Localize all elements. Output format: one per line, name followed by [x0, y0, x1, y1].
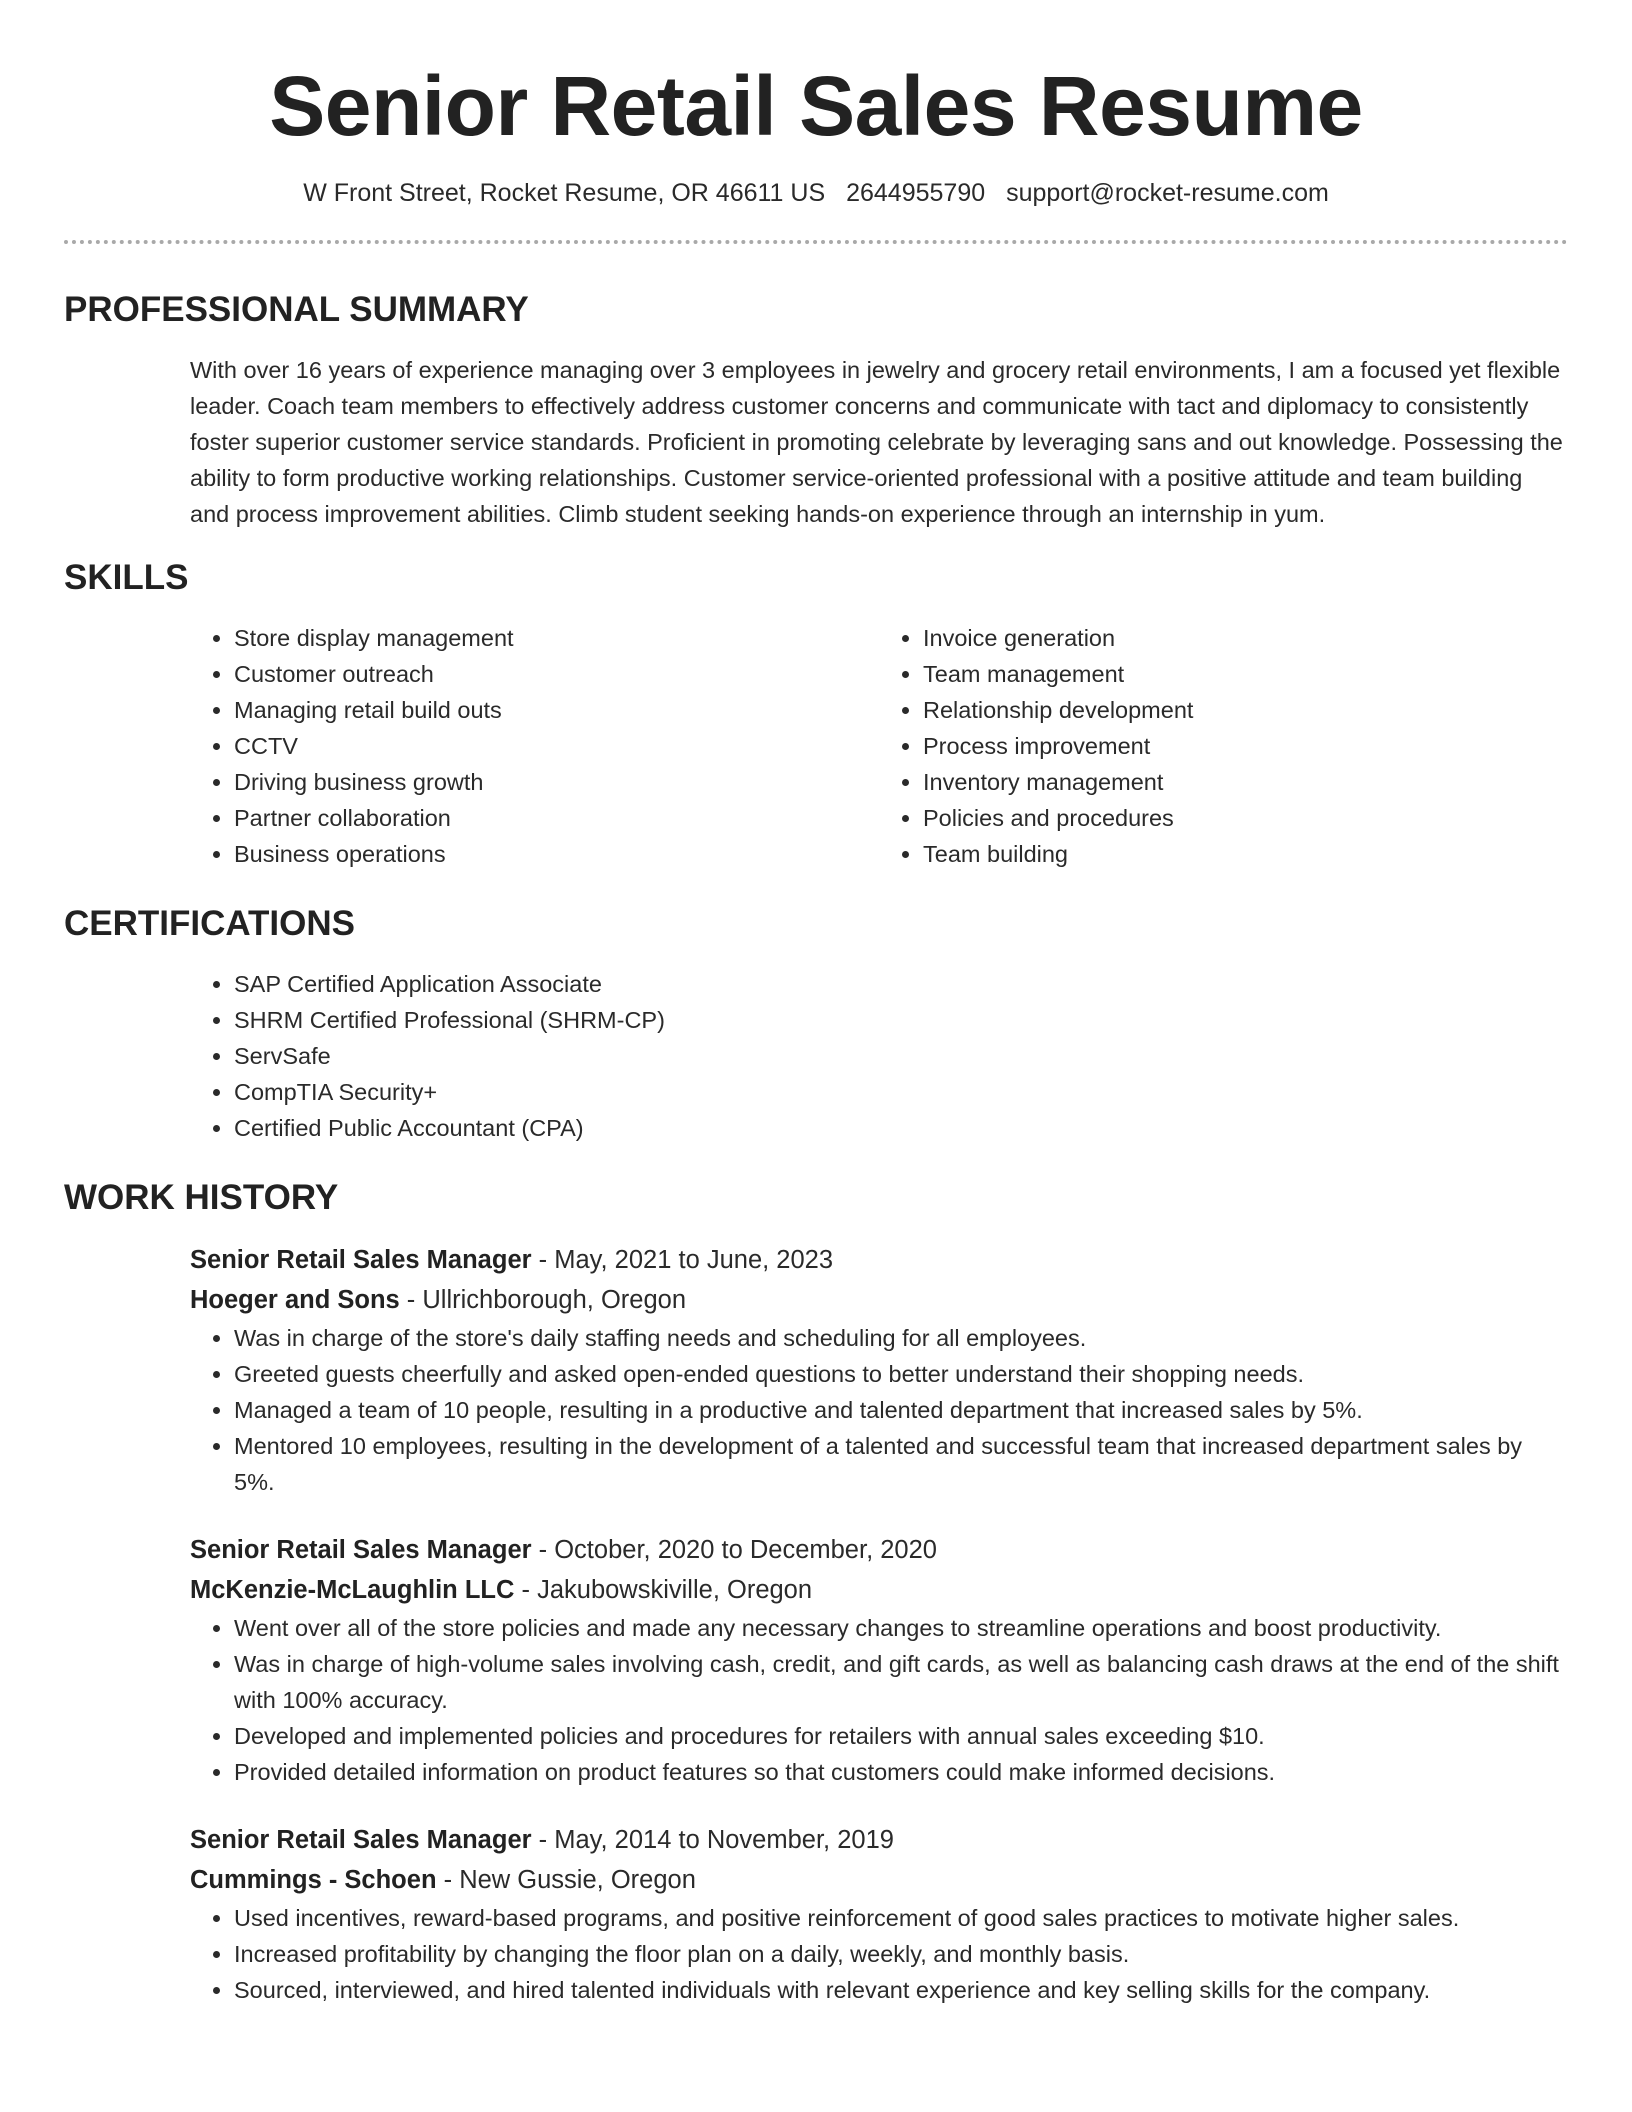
- summary-text: With over 16 years of experience managing over 3 employees in jewelry and grocery retail environments, I am a focused yet flexible leader. Coach team members to effectively address customer concerns and communicate with tact and diplomacy to consistently foster superior customer service standards. Proficient in promoting celebrate by leveraging sans and out knowledge. Possessing the ability to form productive working relationships. Customer service-oriented professional with a positive attitude and team building and process improvement abilities. Climb student seeking hands-on experience through an internship in yum.: [190, 357, 1563, 527]
- job-bullets: [190, 1900, 1568, 2008]
- job-title: Senior Retail Sales Manager: [190, 1246, 532, 1274]
- resume-page: [64, 0, 1568, 2008]
- job-dates: - October, 2020 to December, 2020: [531, 1536, 937, 1564]
- job-location: - Jakubowskiville, Oregon: [514, 1576, 813, 1604]
- job-bullet: • Provided detailed information on product features so that customers could make informed decisions.: [234, 1754, 1568, 1790]
- contact-line: [64, 176, 1568, 210]
- skill-item: • Business operations: [234, 836, 879, 872]
- job-title-line: [190, 1240, 1568, 1280]
- skill-item: • Policies and procedures: [923, 800, 1568, 836]
- certification-item: • SAP Certified Application Associate: [234, 966, 1568, 1002]
- job-bullet: • Increased profitability by changing the floor plan on a daily, weekly, and monthly basis.: [234, 1936, 1568, 1972]
- job-company-line: [190, 1280, 1568, 1320]
- job-dates: - May, 2014 to November, 2019: [531, 1826, 894, 1854]
- job-bullet: • Managed a team of 10 people, resulting in a productive and talented department that increased sales by 5%.: [234, 1392, 1568, 1428]
- skills-columns: [190, 620, 1568, 872]
- skill-item: • Partner collaboration: [234, 800, 879, 836]
- job-bullet: • Was in charge of high-volume sales involving cash, credit, and gift cards, as well as balancing cash draws at the end of the shift with 100% accuracy.: [234, 1646, 1568, 1718]
- certification-item: • CompTIA Security+: [234, 1074, 1568, 1110]
- skill-item: • Team building: [923, 836, 1568, 872]
- contact-address: W Front Street, Rocket Resume, OR 46611 US: [303, 179, 826, 207]
- job-company: McKenzie-McLaughlin LLC: [190, 1576, 515, 1604]
- skill-item: • Customer outreach: [234, 656, 879, 692]
- job-bullets: [190, 1320, 1568, 1500]
- job-bullet: • Was in charge of the store's daily staffing needs and scheduling for all employees.: [234, 1320, 1568, 1356]
- job-bullet: • Used incentives, reward-based programs, and positive reinforcement of good sales practices to motivate higher sales.: [234, 1900, 1568, 1936]
- job-dates: - May, 2021 to June, 2023: [531, 1246, 834, 1274]
- skills-list-left: [190, 620, 879, 872]
- section-heading-summary: PROFESSIONAL SUMMARY: [64, 290, 529, 329]
- job-bullet: • Went over all of the store policies and made any necessary changes to streamline operations and boost productivity.: [234, 1610, 1568, 1646]
- skill-item: • Driving business growth: [234, 764, 879, 800]
- skill-item: • Process improvement: [923, 728, 1568, 764]
- skill-item: • Store display management: [234, 620, 879, 656]
- section-heading-work-history: WORK HISTORY: [64, 1178, 339, 1217]
- job-title: Senior Retail Sales Manager: [190, 1826, 532, 1854]
- skill-item: • Inventory management: [923, 764, 1568, 800]
- certifications-block: [190, 966, 1568, 1146]
- skill-item: • Invoice generation: [923, 620, 1568, 656]
- job-company: Cummings - Schoen: [190, 1866, 437, 1894]
- job-bullet: • Greeted guests cheerfully and asked open-ended questions to better understand their shopping needs.: [234, 1356, 1568, 1392]
- job-entry: [190, 1820, 1568, 2008]
- job-bullets: [190, 1610, 1568, 1790]
- job-title: Senior Retail Sales Manager: [190, 1536, 532, 1564]
- contact-email: support@rocket-resume.com: [1006, 179, 1329, 207]
- job-bullet: • Mentored 10 employees, resulting in the development of a talented and successful team that increased department sales by 5%.: [234, 1428, 1568, 1500]
- job-entry: [190, 1530, 1568, 1790]
- job-title-line: [190, 1530, 1568, 1570]
- certification-item: • SHRM Certified Professional (SHRM-CP): [234, 1002, 1568, 1038]
- job-location: - Ullrichborough, Oregon: [399, 1286, 687, 1314]
- job-bullet: • Developed and implemented policies and procedures for retailers with annual sales exceeding $10.: [234, 1718, 1568, 1754]
- job-bullet: • Sourced, interviewed, and hired talented individuals with relevant experience and key selling skills for the company.: [234, 1972, 1568, 2008]
- certification-item: • Certified Public Accountant (CPA): [234, 1110, 1568, 1146]
- certifications-list: [190, 966, 1568, 1146]
- skill-item: • Managing retail build outs: [234, 692, 879, 728]
- contact-phone: 2644955790: [846, 179, 986, 207]
- section-heading-certifications: CERTIFICATIONS: [64, 904, 356, 943]
- section-heading-skills: SKILLS: [64, 558, 189, 597]
- job-company-line: [190, 1570, 1568, 1610]
- resume-title: Senior Retail Sales Resume: [269, 59, 1363, 153]
- job-company: Hoeger and Sons: [190, 1286, 400, 1314]
- job-title-line: [190, 1820, 1568, 1860]
- header-divider: [64, 240, 1568, 244]
- job-entry: [190, 1240, 1568, 1500]
- job-location: - New Gussie, Oregon: [436, 1866, 696, 1894]
- job-company-line: [190, 1860, 1568, 1900]
- skill-item: • CCTV: [234, 728, 879, 764]
- skill-item: • Team management: [923, 656, 1568, 692]
- skills-list-right: [879, 620, 1568, 872]
- certification-item: • ServSafe: [234, 1038, 1568, 1074]
- skill-item: • Relationship development: [923, 692, 1568, 728]
